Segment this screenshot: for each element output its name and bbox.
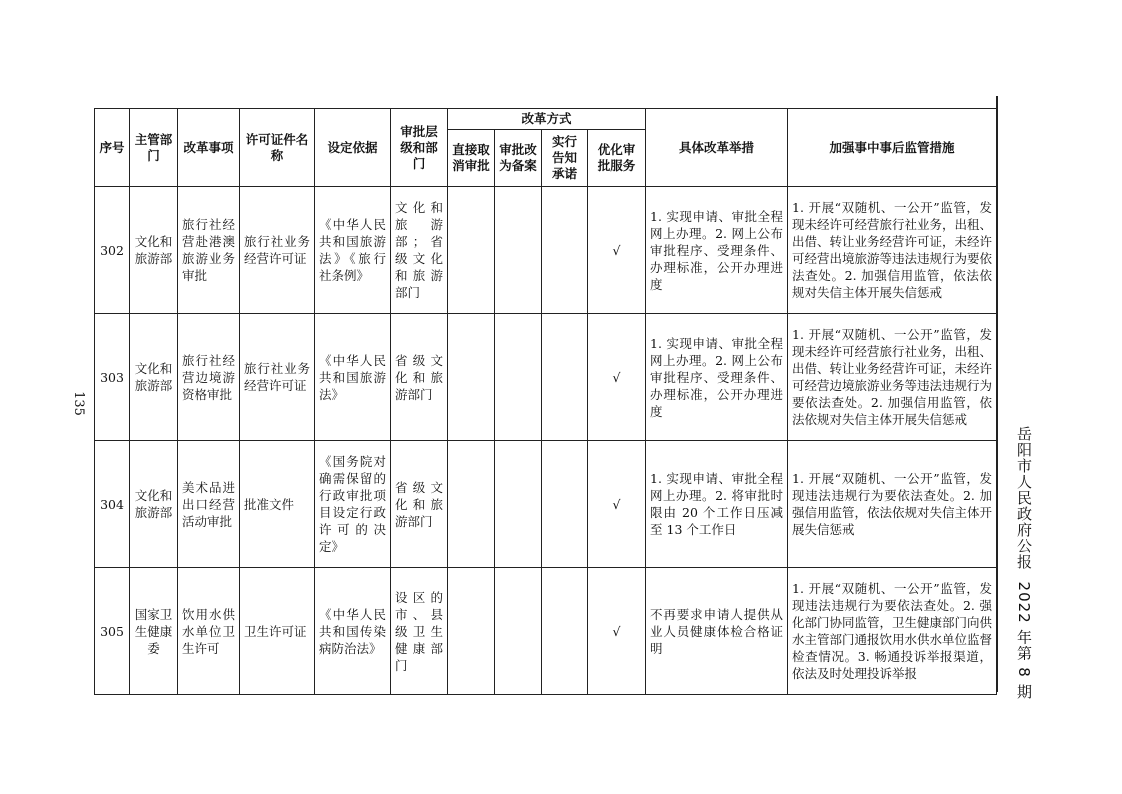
- header-item: 改革事项: [178, 109, 240, 187]
- cell-notify: [542, 441, 588, 568]
- header-measures: 具体改革举措: [646, 109, 788, 187]
- cell-optimize: √: [588, 187, 646, 314]
- cell-supervision: 1. 开展“双随机、一公开”监管，发现未经许可经营旅行社业务，出租、出借、转让业务经营许可证，未经许可经营出境旅游等违法违规行为要依法查处。2. 加强信用监管，依法依规对失信主体开展失信惩戒: [788, 187, 997, 314]
- header-level: 审批层级和部门: [391, 109, 448, 187]
- cell-record: [495, 568, 542, 695]
- cell-seq: 305: [95, 568, 130, 695]
- cell-cancel: [448, 441, 495, 568]
- cell-optimize: √: [588, 441, 646, 568]
- cell-dept: 文化和旅游部: [130, 187, 178, 314]
- cell-item: 旅行社经营边境游资格审批: [178, 314, 240, 441]
- cell-item: 饮用水供水单位卫生许可: [178, 568, 240, 695]
- cell-level: 省级文化和旅游部门: [391, 441, 448, 568]
- cell-cancel: [448, 187, 495, 314]
- cell-record: [495, 314, 542, 441]
- cell-dept: 文化和旅游部: [130, 441, 178, 568]
- cell-notify: [542, 314, 588, 441]
- header-method-record: 审批改为备案: [495, 130, 542, 187]
- header-method-cancel: 直接取消审批: [448, 130, 495, 187]
- journal-issue: 2022 年第 8 期: [1015, 581, 1033, 700]
- reform-table: [94, 108, 997, 695]
- cell-item: 美术品进出口经营活动审批: [178, 441, 240, 568]
- journal-header: [1014, 140, 1035, 700]
- cell-notify: [542, 187, 588, 314]
- cell-level: 省级文化和旅游部门: [391, 314, 448, 441]
- table-row: [95, 314, 997, 441]
- journal-title: 岳阳市人民政府公报: [1015, 426, 1033, 571]
- cell-seq: 304: [95, 441, 130, 568]
- cell-dept: 文化和旅游部: [130, 314, 178, 441]
- cell-license: 卫生许可证: [240, 568, 315, 695]
- cell-dept: 国家卫生健康委: [130, 568, 178, 695]
- table-row: [95, 568, 997, 695]
- page-number: 135: [70, 391, 86, 416]
- header-license: 许可证件名称: [240, 109, 315, 187]
- cell-basis: 《中华人民共和国旅游法》《旅行社条例》: [315, 187, 391, 314]
- cell-record: [495, 187, 542, 314]
- cell-optimize: √: [588, 568, 646, 695]
- cell-seq: 303: [95, 314, 130, 441]
- header-supervision: 加强事中事后监管措施: [788, 109, 997, 187]
- cell-measures: 1. 实现申请、审批全程网上办理。2. 将审批时限由 20 个工作日压减至 13 个工作日: [646, 441, 788, 568]
- table-row: [95, 187, 997, 314]
- cell-measures: 不再要求申请人提供从业人员健康体检合格证明: [646, 568, 788, 695]
- cell-level: 设区的市、县级卫生健康部门: [391, 568, 448, 695]
- cell-license: 旅行社业务经营许可证: [240, 314, 315, 441]
- header-method-optimize: 优化审批服务: [588, 130, 646, 187]
- cell-notify: [542, 568, 588, 695]
- cell-basis: 《中华人民共和国旅游法》: [315, 314, 391, 441]
- cell-basis: 《中华人民共和国传染病防治法》: [315, 568, 391, 695]
- cell-seq: 302: [95, 187, 130, 314]
- cell-basis: 《国务院对确需保留的行政审批项目设定行政许可的决定》: [315, 441, 391, 568]
- cell-level: 文化和旅游部；省级文化和旅游部门: [391, 187, 448, 314]
- cell-supervision: 1. 开展“双随机、一公开”监管，发现未经许可经营旅行社业务，出租、出借、转让业务经营许可证，未经许可经营边境旅游业务等违法违规行为要依法查处。2. 加强信用监管，依法依规对失信主体开展失信惩戒: [788, 314, 997, 441]
- cell-record: [495, 441, 542, 568]
- cell-cancel: [448, 568, 495, 695]
- header-basis: 设定依据: [315, 109, 391, 187]
- cell-license: 旅行社业务经营许可证: [240, 187, 315, 314]
- cell-measures: 1. 实现申请、审批全程网上办理。2. 网上公布审批程序、受理条件、办理标准，公开办理进度: [646, 187, 788, 314]
- cell-measures: 1. 实现申请、审批全程网上办理。2. 网上公布审批程序、受理条件、办理标准，公开办理进度: [646, 314, 788, 441]
- cell-item: 旅行社经营赴港澳旅游业务审批: [178, 187, 240, 314]
- header-seq: 序号: [95, 109, 130, 187]
- cell-supervision: 1. 开展“双随机、一公开”监管，发现违法违规行为要依法查处。2. 强化部门协同监管，卫生健康部门向供水主管部门通报饮用水供水单位监督检查情况。3. 畅通投诉举报渠道，依法及时处理投诉举报: [788, 568, 997, 695]
- header-method-notify: 实行告知承诺: [542, 130, 588, 187]
- table-row: [95, 441, 997, 568]
- header-method-group: 改革方式: [448, 109, 646, 130]
- cell-cancel: [448, 314, 495, 441]
- cell-license: 批准文件: [240, 441, 315, 568]
- cell-supervision: 1. 开展“双随机、一公开”监管，发现违法违规行为要依法查处。2. 加强信用监管，依法依规对失信主体开展失信惩戒: [788, 441, 997, 568]
- cell-optimize: √: [588, 314, 646, 441]
- header-dept: 主管部门: [130, 109, 178, 187]
